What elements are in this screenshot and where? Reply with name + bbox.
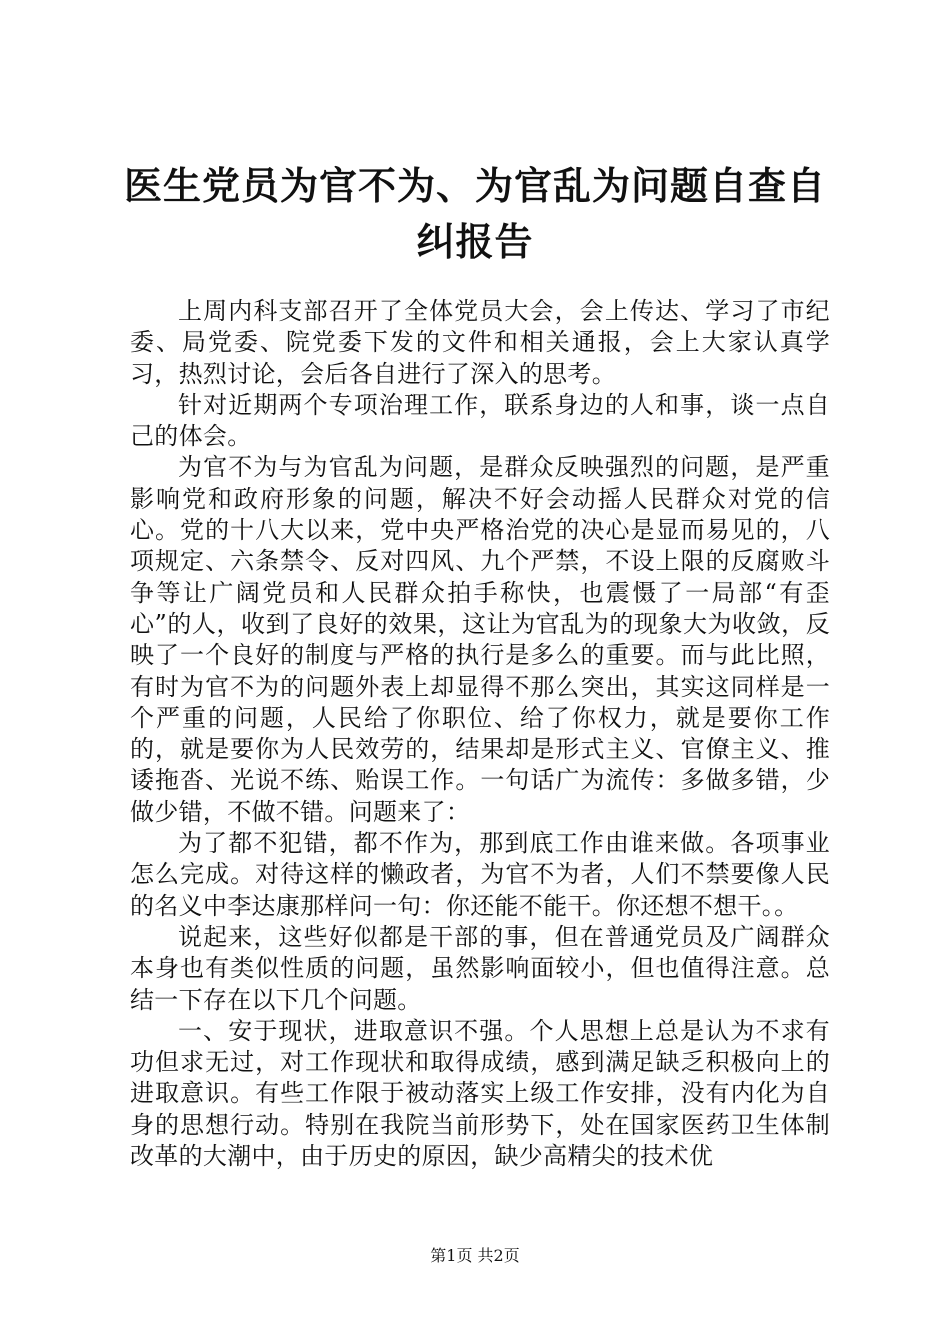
paragraph: 针对近期两个专项治理工作，联系身边的人和事，谈一点自己的体会。	[130, 390, 830, 451]
page-number-footer: 第1页 共2页	[430, 1246, 520, 1265]
paragraph: 一、安于现状，进取意识不强。个人思想上总是认为不求有功但求无过，对工作现状和取得成绩，感到满足缺乏积极向上的进取意识。有些工作限于被动落实上级工作安排，没有内化为自身的思想行动。特别在我院当前形势下，处在国家医药卫生体制改革的大潮中，由于历史的原因，缺少高精尖的技术优	[130, 1016, 830, 1171]
document-body	[130, 296, 830, 1186]
document-title: 医生党员为官不为、为官乱为问题自查自纠报告	[123, 164, 826, 264]
paragraph: 说起来，这些好似都是干部的事，但在普通党员及广阔群众本身也有类似性质的问题，虽然影响面较小，但也值得注意。总结一下存在以下几个问题。	[130, 922, 830, 1014]
paragraph: 为官不为与为官乱为问题，是群众反映强烈的问题，是严重影响党和政府形象的问题，解决不好会动摇人民群众对党的信心。党的十八大以来，党中央严格治党的决心是显而易见的，八项规定、六条禁令、反对四风、九个严禁，不设上限的反腐败斗争等让广阔党员和人民群众拍手称快，也震慑了一局部“有歪心”的人，收到了良好的效果，这让为官乱为的现象大为收敛，反映了一个良好的制度与严格的执行是多么的重要。而与此比照，有时为官不为的问题外表上却显得不那么突出，其实这同样是一个严重的问题，人民给了你职位、给了你权力，就是要你工作的，就是要你为人民效劳的，结果却是形式主义、官僚主义、推诿拖沓、光说不练、贻误工作。一句话广为流传：多做多错，少做少错，不做不错。问题来了：	[130, 453, 830, 826]
paragraph: 为了都不犯错，都不作为，那到底工作由谁来做。各项事业怎么完成。对待这样的懒政者，为官不为者，人们不禁要像人民的名义中李达康那样问一句：你还能不能干。你还想不想干。。	[130, 829, 830, 920]
paragraph: 上周内科支部召开了全体党员大会，会上传达、学习了市纪委、局党委、院党委下发的文件和相关通报，会上大家认真学习，热烈讨论，会后各自进行了深入的思考。	[130, 297, 830, 388]
